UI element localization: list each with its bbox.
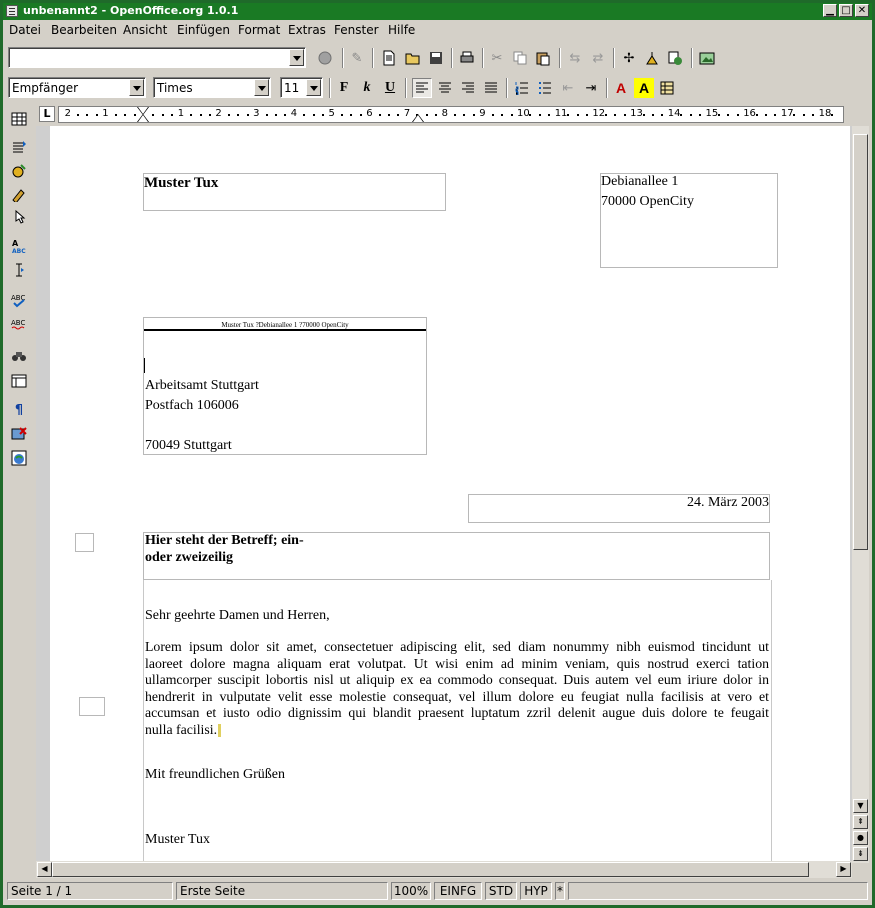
ruler-tick xyxy=(624,114,626,116)
ruler-tick xyxy=(661,114,663,116)
stylist-icon[interactable] xyxy=(642,48,662,68)
ruler-tick xyxy=(379,114,381,116)
first-line-indent-marker[interactable] xyxy=(138,107,148,114)
ruler-tick xyxy=(812,114,814,116)
hyperlink-dialog-icon[interactable] xyxy=(665,48,685,68)
status-insert-mode[interactable]: EINFG xyxy=(434,882,482,900)
ruler-tick xyxy=(473,114,475,116)
status-page: Seite 1 / 1 xyxy=(7,882,173,900)
edit-autotext-icon[interactable] xyxy=(9,236,29,256)
scroll-right-button[interactable]: ▶ xyxy=(836,862,851,877)
url-dropdown-arrow[interactable] xyxy=(289,49,304,66)
ruler-tick xyxy=(539,114,541,116)
paragraph-style-combobox[interactable] xyxy=(8,77,146,98)
horizontal-ruler[interactable] xyxy=(58,106,844,123)
ruler-tick xyxy=(765,114,767,116)
ruler-label: 11 xyxy=(554,108,568,119)
ruler-label: 14 xyxy=(667,108,681,119)
ruler-tick xyxy=(652,114,654,116)
bold-button[interactable]: F xyxy=(339,80,349,95)
status-selection-mode[interactable]: STD xyxy=(485,882,517,900)
menu-ansicht[interactable]: Ansicht xyxy=(123,23,168,37)
ruler-tick xyxy=(605,114,607,116)
ruler-tick xyxy=(454,114,456,116)
online-layout-icon[interactable] xyxy=(9,448,29,468)
status-page-style[interactable]: Erste Seite xyxy=(176,882,388,900)
menu-datei[interactable]: Datei xyxy=(9,23,42,37)
document-page[interactable] xyxy=(50,126,850,861)
menu-bearbeiten[interactable]: Bearbeiten xyxy=(51,23,117,37)
horizontal-scroll-thumb[interactable] xyxy=(52,862,809,877)
menu-bar xyxy=(3,20,872,42)
format-toolbar xyxy=(3,73,872,103)
separator xyxy=(482,48,484,68)
nonprinting-characters-icon[interactable]: ¶ xyxy=(14,402,24,418)
align-right-icon[interactable] xyxy=(458,78,478,98)
sender-city: 70000 OpenCity xyxy=(601,194,694,209)
paste-icon[interactable] xyxy=(533,48,553,68)
paragraph-background-icon[interactable] xyxy=(657,78,677,98)
return-address-line xyxy=(144,318,426,331)
ruler-tick xyxy=(228,114,230,116)
recipient-line-1: Arbeitsamt Stuttgart xyxy=(145,378,259,393)
font-color-button[interactable]: A xyxy=(615,80,627,96)
title-bar xyxy=(3,3,872,20)
separator xyxy=(691,48,693,68)
insert-table-icon[interactable] xyxy=(9,109,29,129)
ruler-label: 17 xyxy=(780,108,794,119)
body-line-last xyxy=(145,722,769,739)
document-icon[interactable] xyxy=(6,5,18,17)
navigator-icon[interactable]: ✢ xyxy=(623,50,635,66)
insert-fields-icon[interactable] xyxy=(9,137,29,157)
next-page-button[interactable]: ⇟ xyxy=(853,847,868,861)
ruler-tick xyxy=(77,114,79,116)
ruler-tick xyxy=(303,114,305,116)
sender-name: Muster Tux xyxy=(144,175,219,191)
subject-line-2: oder zweizeilig xyxy=(145,550,233,565)
body-line: laoreet dolore magna aliquam erat volutpat. Ut wisi enim ad minim veniam, quis nostrud exerci tation xyxy=(145,655,769,671)
ruler-tick xyxy=(426,114,428,116)
ruler-tick xyxy=(737,114,739,116)
recipient-frame[interactable] xyxy=(143,317,427,455)
new-document-icon[interactable] xyxy=(379,48,399,68)
status-hyperlink-mode[interactable]: HYP xyxy=(520,882,552,900)
print-icon[interactable] xyxy=(457,48,477,68)
recipient-line-3: 70049 Stuttgart xyxy=(145,438,232,453)
ruler-tick xyxy=(237,114,239,116)
font-name-combobox[interactable] xyxy=(153,77,271,98)
ruler-tick xyxy=(718,114,720,116)
decrease-indent-icon[interactable]: ⇤ xyxy=(562,80,574,96)
sender-name-frame[interactable] xyxy=(143,173,446,211)
ruler-tick xyxy=(190,114,192,116)
ruler-tick xyxy=(388,114,390,116)
ruler-tick xyxy=(313,114,315,116)
svg-text:ABC: ABC xyxy=(11,319,26,327)
form-functions-icon[interactable] xyxy=(9,207,29,227)
ruler-tick xyxy=(463,114,465,116)
ruler-tick xyxy=(96,114,98,116)
ruler-tick xyxy=(284,114,286,116)
ruler-tick xyxy=(727,114,729,116)
ruler-tick xyxy=(171,114,173,116)
body-line: nulla facilisi. xyxy=(145,721,218,737)
ruler-tick xyxy=(793,114,795,116)
save-icon[interactable] xyxy=(426,48,446,68)
ruler-tick xyxy=(275,114,277,116)
ruler-tick xyxy=(831,114,833,116)
ruler-tick xyxy=(322,114,324,116)
separator xyxy=(405,78,407,98)
ruler-tick xyxy=(529,114,531,116)
font-size-dropdown-arrow[interactable] xyxy=(306,79,321,96)
navigation-button[interactable]: ● xyxy=(853,831,868,845)
ruler-tick xyxy=(803,114,805,116)
status-bar xyxy=(3,880,872,902)
separator xyxy=(613,48,615,68)
ruler-tick xyxy=(774,114,776,116)
copy-icon[interactable] xyxy=(510,48,530,68)
salutation: Sehr geehrte Damen und Herren, xyxy=(145,608,330,623)
right-indent-marker[interactable] xyxy=(413,115,423,122)
status-modified: * xyxy=(557,884,563,898)
ruler-tick xyxy=(756,114,758,116)
graphics-off-icon[interactable] xyxy=(9,424,29,444)
ruler-tick xyxy=(643,114,645,116)
undo-icon[interactable]: ⇆ xyxy=(569,50,581,66)
status-zoom[interactable]: 100% xyxy=(391,882,431,900)
numbering-icon[interactable] xyxy=(512,78,532,98)
ruler-label: 1 xyxy=(102,108,109,119)
body-line: accumsan et iusto odio dignissim qui blandit praesent luptatum zzril delenit augue duis dolore te feugait xyxy=(145,705,769,720)
ruler-tick xyxy=(115,114,117,116)
align-left-icon[interactable] xyxy=(412,78,432,98)
ruler-label: 2 xyxy=(64,108,71,119)
underline-button[interactable]: U xyxy=(384,80,396,95)
ruler-label: 13 xyxy=(630,108,643,119)
ruler-label: 8 xyxy=(441,108,448,119)
status-info xyxy=(568,882,868,900)
ruler-tick xyxy=(492,114,494,116)
ruler-tick xyxy=(577,114,579,116)
vertical-scroll-thumb[interactable] xyxy=(853,134,868,550)
italic-button[interactable]: k xyxy=(363,80,371,95)
separator xyxy=(451,48,453,68)
ruler-label: 9 xyxy=(479,108,486,119)
body-paragraph xyxy=(145,639,769,738)
main-toolbar xyxy=(3,104,35,864)
ruler-tick xyxy=(690,114,692,116)
font-name-dropdown-arrow[interactable] xyxy=(254,79,269,96)
show-draw-functions-icon[interactable] xyxy=(9,184,29,204)
ruler-row xyxy=(3,104,872,126)
menu-hilfe[interactable]: Hilfe xyxy=(388,23,416,37)
ruler-tick xyxy=(511,114,513,116)
data-sources-icon[interactable] xyxy=(9,371,29,391)
text-cursor xyxy=(144,358,145,373)
menu-extras[interactable]: Extras xyxy=(288,23,326,37)
font-size-combobox[interactable] xyxy=(280,77,323,98)
ruler-label: 12 xyxy=(592,108,606,119)
close-button[interactable]: ✕ xyxy=(855,4,869,17)
paragraph-style-value: Empfänger xyxy=(12,81,79,95)
redo-icon[interactable]: ⇄ xyxy=(592,50,604,66)
ruler-tick xyxy=(501,114,503,116)
separator xyxy=(506,78,508,98)
ruler-label: 3 xyxy=(253,108,260,119)
bullets-icon[interactable] xyxy=(535,78,555,98)
minimize-button[interactable]: ▁ xyxy=(823,4,837,17)
ruler-tick xyxy=(86,114,88,116)
sender-address-frame[interactable] xyxy=(600,173,778,268)
ruler-label: 5 xyxy=(328,108,335,119)
auto-spellcheck-icon[interactable] xyxy=(9,314,29,334)
recipient-line-2: Postfach 106006 xyxy=(145,398,239,413)
ruler-tick xyxy=(586,114,588,116)
cut-icon[interactable]: ✂ xyxy=(491,50,503,66)
ruler-tick xyxy=(350,114,352,116)
separator xyxy=(372,48,374,68)
previous-page-button[interactable]: ⇞ xyxy=(853,815,868,829)
align-center-icon[interactable] xyxy=(435,78,455,98)
ruler-label: 6 xyxy=(366,108,373,119)
ruler-tick xyxy=(209,114,211,116)
left-indent-marker[interactable] xyxy=(138,115,148,122)
font-name-value: Times xyxy=(157,81,193,95)
edit-file-icon[interactable]: ✎ xyxy=(351,50,363,66)
spellcheck-icon[interactable] xyxy=(9,290,29,310)
font-size-value: 11 xyxy=(284,81,300,95)
menu-format[interactable]: Format xyxy=(238,23,281,37)
svg-text:ABC: ABC xyxy=(12,248,26,254)
body-line: hendrerit in vulputate velit esse molestie consequat, vel illum dolore eu feugiat nulla facilisis at vero et xyxy=(145,688,769,704)
ruler-tick xyxy=(341,114,343,116)
insert-object-icon[interactable] xyxy=(9,161,29,181)
document-area[interactable] xyxy=(36,126,852,861)
body-line: Lorem ipsum dolor sit amet, consectetuer adipiscing elit, sed diam nonummy nibh euismod tincidunt ut xyxy=(145,639,769,654)
ruler-label: 1 xyxy=(177,108,185,119)
subject-frame[interactable] xyxy=(143,532,770,580)
ruler-label: 15 xyxy=(705,108,719,119)
ruler-tick xyxy=(247,114,249,116)
ruler-tick xyxy=(435,114,437,116)
svg-text:A: A xyxy=(12,239,19,248)
ruler-tick xyxy=(152,114,154,116)
stop-loading-icon[interactable] xyxy=(315,48,335,68)
gallery-icon[interactable] xyxy=(697,48,717,68)
application-window xyxy=(3,3,872,905)
ruler-label: 7 xyxy=(403,108,411,119)
punch-mark-frame[interactable] xyxy=(79,697,105,716)
ruler-tick xyxy=(567,114,569,116)
direct-cursor-icon[interactable] xyxy=(9,260,29,280)
separator xyxy=(342,48,344,68)
ruler-label: 18 xyxy=(818,108,832,119)
window-title: unbenannt2 - OpenOffice.org 1.0.1 xyxy=(23,4,239,17)
sender-street: Debianallee 1 xyxy=(601,174,679,189)
ruler-tick xyxy=(200,114,202,116)
cursor-marker xyxy=(218,724,221,737)
vertical-scrollbar[interactable] xyxy=(852,126,869,863)
function-toolbar xyxy=(3,43,872,73)
ruler-tick xyxy=(699,114,701,116)
ruler-tick xyxy=(360,114,362,116)
ruler-label: 16 xyxy=(743,108,756,119)
menu-fenster[interactable]: Fenster xyxy=(334,23,379,37)
ruler-tick xyxy=(266,114,268,116)
find-replace-icon[interactable] xyxy=(9,346,29,366)
ruler-tick xyxy=(124,114,126,116)
ruler-tick xyxy=(162,114,164,116)
signature: Muster Tux xyxy=(145,832,210,847)
ruler-tick xyxy=(614,114,616,116)
svg-text:ABC: ABC xyxy=(11,294,26,302)
highlight-button[interactable]: A xyxy=(634,78,654,98)
return-address-text: Muster Tux ?Debianallee 1 ?70000 OpenCity xyxy=(221,321,349,329)
scroll-left-button[interactable]: ◀ xyxy=(37,862,52,877)
date-frame[interactable] xyxy=(468,494,770,523)
ruler-tick xyxy=(548,114,550,116)
url-combobox[interactable] xyxy=(8,47,306,68)
paragraph-style-dropdown-arrow[interactable] xyxy=(129,79,144,96)
tab-type-selector[interactable]: L xyxy=(39,106,55,122)
separator xyxy=(559,48,561,68)
maximize-button[interactable]: □ xyxy=(839,4,853,17)
body-text-area[interactable] xyxy=(143,580,772,861)
separator xyxy=(329,78,331,98)
separator xyxy=(606,78,608,98)
letter-date: 24. März 2003 xyxy=(686,495,769,510)
ruler-label: 4 xyxy=(290,108,298,119)
ruler-tick xyxy=(397,114,399,116)
ruler-tick xyxy=(680,114,682,116)
fold-mark-frame[interactable] xyxy=(75,533,94,552)
scroll-down-button[interactable]: ▼ xyxy=(853,799,868,813)
body-line: ullamcorper suscipit lobortis nisl ut aliquip ex ea commodo consequat. Duis autem vel eum iriure dolor in xyxy=(145,672,769,687)
ruler-label: 2 xyxy=(215,108,222,119)
open-folder-icon[interactable] xyxy=(403,48,423,68)
menu-einfuegen[interactable]: Einfügen xyxy=(177,23,230,37)
increase-indent-icon[interactable]: ⇥ xyxy=(585,80,597,96)
subject-line-1: Hier steht der Betreff; ein- xyxy=(145,533,304,548)
ruler-label: 10 xyxy=(517,108,530,119)
horizontal-scrollbar[interactable] xyxy=(36,861,852,878)
closing: Mit freundlichen Grüßen xyxy=(145,767,285,782)
ruler-tick xyxy=(134,114,136,116)
justify-icon[interactable] xyxy=(481,78,501,98)
